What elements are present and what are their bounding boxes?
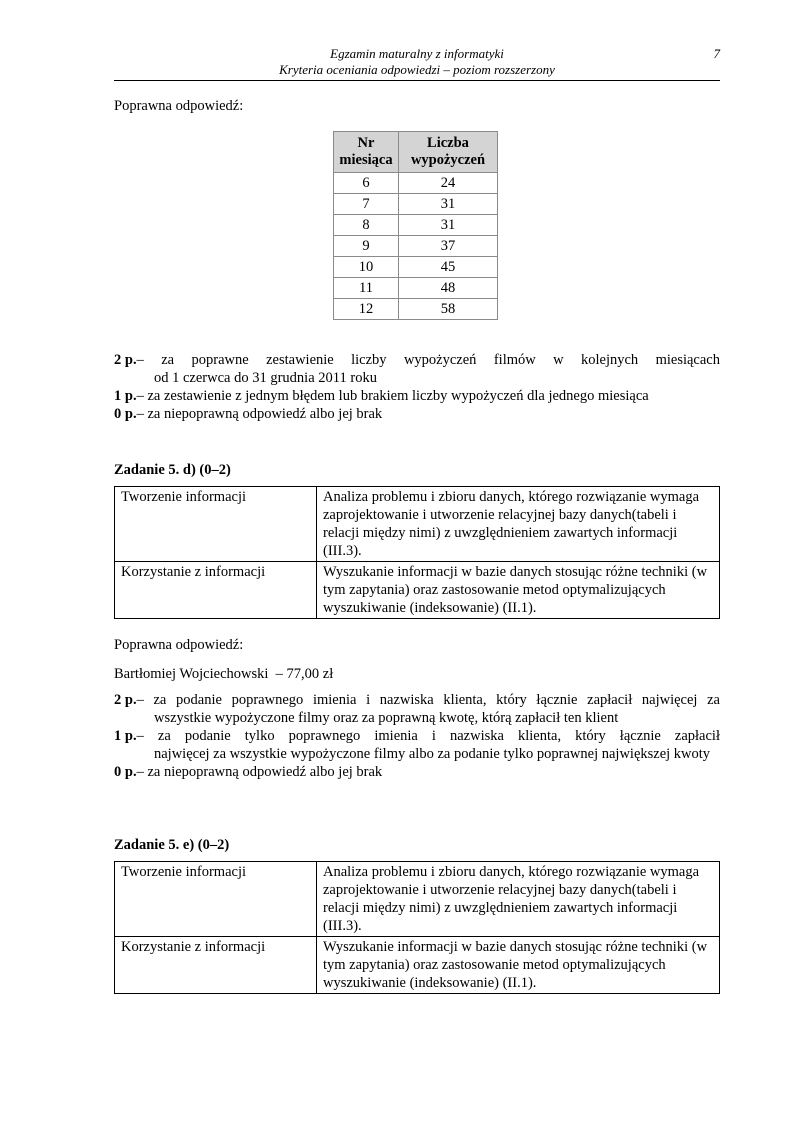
scoring-section1: [114, 351, 720, 423]
table-row: [334, 173, 498, 194]
score-text-cont: od 1 czerwca do 31 grudnia 2011 roku: [154, 370, 377, 386]
score-text: – za podanie poprawnego imienia i nazwiska klienta, który łącznie zapłacił najwięcej za: [136, 692, 720, 708]
month-cell: 11: [334, 278, 399, 299]
correct-answer-label: Poprawna odpowiedź:: [114, 98, 244, 114]
requirement-key: Tworzenie informacji: [115, 862, 317, 937]
rentals-cell: 31: [399, 194, 498, 215]
score-item: [114, 405, 720, 423]
score-item: [114, 727, 720, 745]
task-d-title: Zadanie 5. d) (0–2): [114, 462, 231, 478]
page-header: [114, 46, 720, 78]
rentals-cell: 48: [399, 278, 498, 299]
requirement-value: Analiza problemu i zbioru danych, którego rozwiązanie wymaga zaprojektowanie i utworzenie relacyjnej bazy danych(tabeli i relacji między nimi) z uwzględnieniem zawartych informacji (III.3).: [317, 487, 720, 562]
requirement-value: Wyszukanie informacji w bazie danych stosując różne techniki (w tym zapytania) oraz zastosowanie metod optymalizujących wyszukiwanie (indeksowanie) (II.1).: [317, 937, 720, 994]
requirement-key: Korzystanie z informacji: [115, 562, 317, 619]
requirement-key: Korzystanie z informacji: [115, 937, 317, 994]
score-text: – za niepoprawną odpowiedź albo jej brak: [136, 406, 383, 422]
score-item: [114, 351, 720, 369]
table-row: [334, 194, 498, 215]
header-exam-title: Egzamin maturalny z informatyki: [330, 46, 504, 61]
table-row: [334, 215, 498, 236]
score-text: – za niepoprawną odpowiedź albo jej brak: [136, 764, 383, 780]
score-label: 0 p.: [114, 406, 137, 422]
answer-text: Bartłomiej Wojciechowski – 77,00 zł: [114, 666, 334, 682]
task-d-requirements-table: [114, 486, 720, 619]
header-rentals: Liczba wypożyczeń: [399, 132, 498, 173]
requirement-key: Tworzenie informacji: [115, 487, 317, 562]
rentals-cell: 45: [399, 257, 498, 278]
table-row: [115, 487, 720, 562]
score-label: 0 p.: [114, 764, 137, 780]
month-cell: 10: [334, 257, 399, 278]
score-label: 2 p.: [114, 352, 137, 368]
month-cell: 7: [334, 194, 399, 215]
score-item: [114, 763, 720, 781]
score-label: 1 p.: [114, 728, 137, 744]
header-month: Nr miesiąca: [334, 132, 399, 173]
correct-answer-label: Poprawna odpowiedź:: [114, 637, 244, 653]
score-label: 1 p.: [114, 388, 137, 404]
task-e-requirements-table: [114, 861, 720, 994]
table-row: [115, 937, 720, 994]
table-row: [115, 562, 720, 619]
score-label: 2 p.: [114, 692, 137, 708]
table-row: [334, 299, 498, 320]
rentals-cell: 58: [399, 299, 498, 320]
score-text: – za zestawienie z jednym błędem lub brakiem liczby wypożyczeń dla jednego miesiąca: [136, 388, 649, 404]
header-subtitle: Kryteria oceniania odpowiedzi – poziom rozszerzony: [279, 62, 555, 77]
month-cell: 9: [334, 236, 399, 257]
table-row: [115, 862, 720, 937]
rentals-cell: 24: [399, 173, 498, 194]
page-number: 7: [713, 46, 720, 61]
score-item: [114, 691, 720, 709]
month-cell: 12: [334, 299, 399, 320]
table-row: [334, 278, 498, 299]
month-cell: 8: [334, 215, 399, 236]
score-text: – za podanie tylko poprawnego imienia i nazwiska klienta, który łącznie zapłacił: [136, 728, 720, 744]
task-e-title: Zadanie 5. e) (0–2): [114, 837, 230, 853]
score-text-cont: najwięcej za wszystkie wypożyczone filmy albo za podanie tylko poprawnej największej kwoty: [154, 746, 711, 762]
rentals-table: [333, 131, 498, 320]
table-row: [334, 236, 498, 257]
scoring-task-d: [114, 691, 720, 781]
requirement-value: Analiza problemu i zbioru danych, którego rozwiązanie wymaga zaprojektowanie i utworzenie relacyjnej bazy danych(tabeli i relacji między nimi) z uwzględnieniem zawartych informacji (III.3).: [317, 862, 720, 937]
month-cell: 6: [334, 173, 399, 194]
header-divider: [114, 80, 720, 81]
score-text-cont: wszystkie wypożyczone filmy oraz za poprawną kwotę, którą zapłacił ten klient: [154, 710, 619, 726]
table-row: [334, 257, 498, 278]
score-item: [114, 387, 720, 405]
rentals-cell: 31: [399, 215, 498, 236]
rentals-cell: 37: [399, 236, 498, 257]
requirement-value: Wyszukanie informacji w bazie danych stosując różne techniki (w tym zapytania) oraz zastosowanie metod optymalizujących wyszukiwanie (indeksowanie) (II.1).: [317, 562, 720, 619]
score-text: – za poprawne zestawienie liczby wypożyczeń filmów w kolejnych miesiącach: [136, 352, 720, 368]
rentals-table-header: [334, 132, 498, 173]
